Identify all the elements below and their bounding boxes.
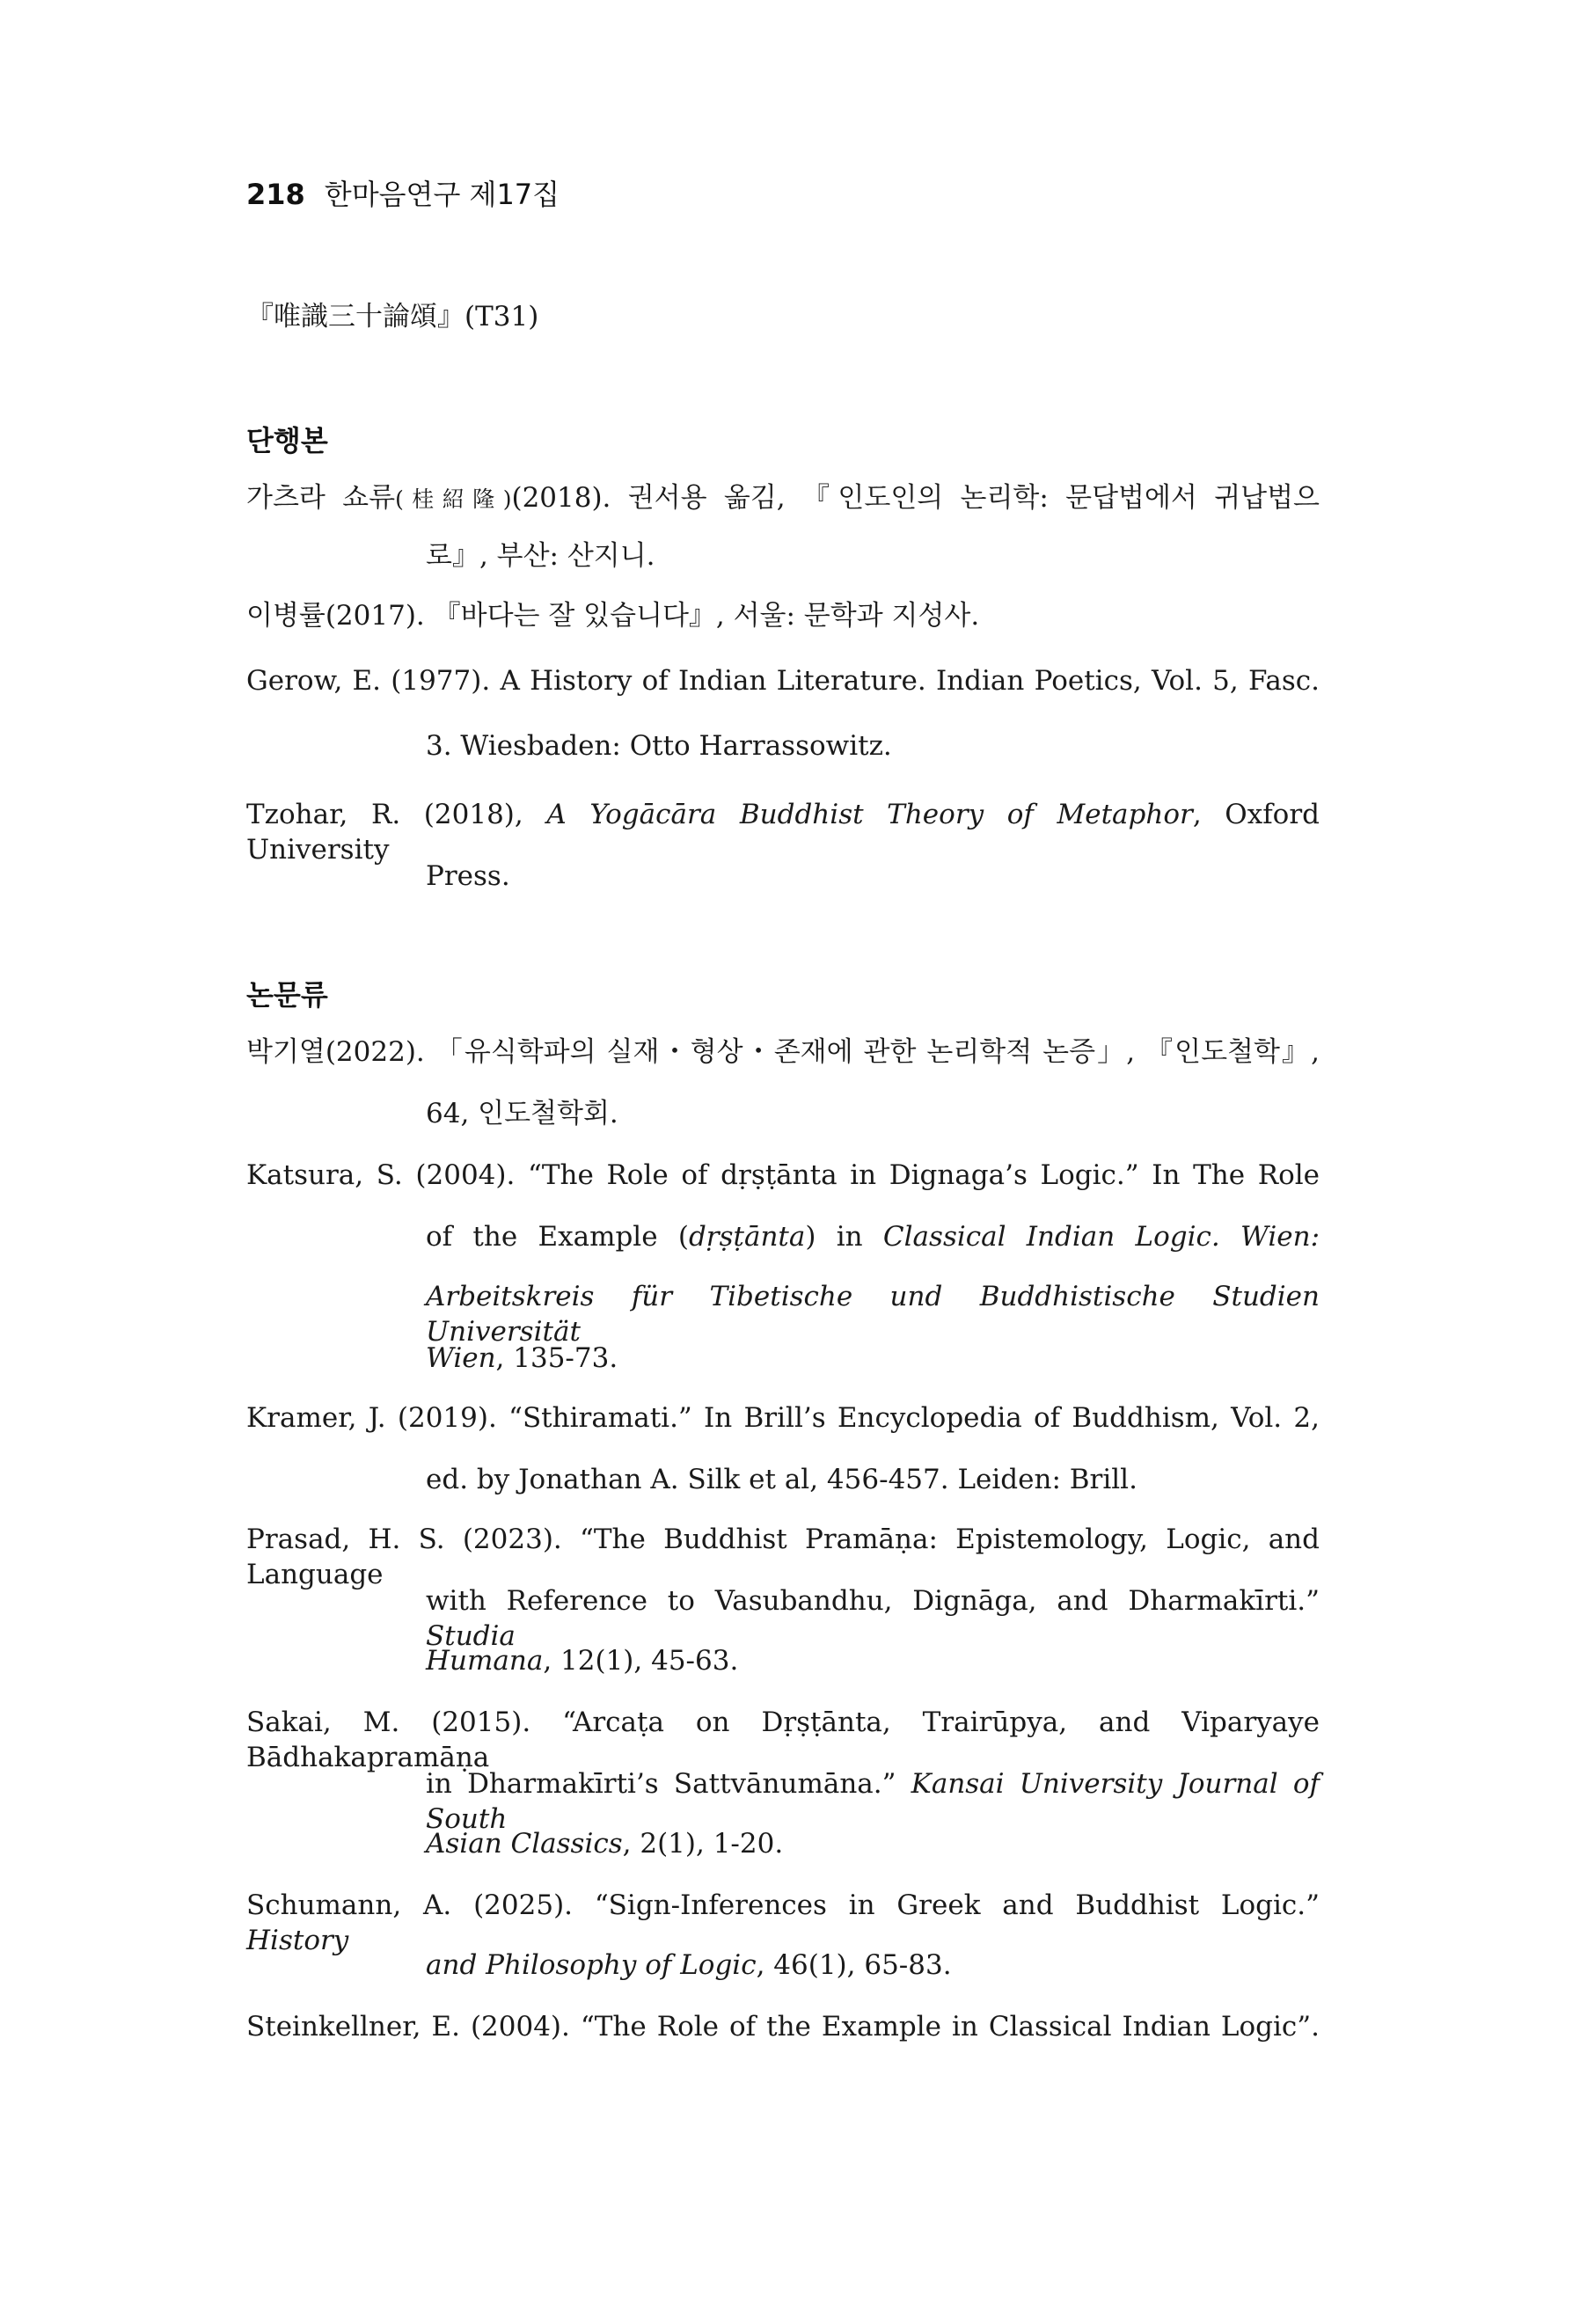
- reference-text: , 12(1), 45-63.: [543, 1645, 739, 1677]
- reference-text: 가츠라 쇼류: [246, 482, 396, 514]
- reference-continuation: 로』, 부산: 산지니.: [426, 540, 655, 572]
- reference-text: in Dharmakīrti’s Sattvānumāna.”: [426, 1768, 911, 1800]
- section-heading-articles: 논문류: [246, 978, 328, 1012]
- reference-title-italic: Studia: [426, 1620, 516, 1652]
- reference-line: Gerow, E. (1977). A History of Indian Literature. Indian Poetics, Vol. 5, Fasc.: [246, 665, 1320, 697]
- reference-entry: [246, 1158, 1320, 1193]
- reference-continuation: [426, 1643, 738, 1678]
- reference-entry: [246, 2009, 1320, 2044]
- reference-title-italic: Kansai University Journal of South: [426, 1768, 1320, 1835]
- top-citation: 『唯識三十論頌』(T31): [246, 301, 539, 333]
- reference-line: [426, 1219, 1320, 1254]
- reference-text: with Reference to Vasubandhu, Dignāga, and Dharmakīrti.”: [426, 1585, 1320, 1617]
- reference-text: of the Example (: [426, 1221, 689, 1253]
- reference-term-italic: dṛṣṭānta: [688, 1221, 806, 1253]
- reference-line: Prasad, H. S. (2023). “The Buddhist Pramāṇa: Epistemology, Logic, and Language: [246, 1524, 1320, 1590]
- reference-text: (2018). 권서용 옮김, 『인도인의 논리학: 문답법에서 귀납법으: [511, 482, 1320, 514]
- running-head: [246, 172, 560, 213]
- reference-text: Schumann, A. (2025). “Sign-Inferences in Greek and Buddhist Logic.”: [246, 1889, 1320, 1921]
- reference-continuation: ed. by Jonathan A. Silk et al, 456-457. Leiden: Brill.: [426, 1464, 1137, 1495]
- reference-entry: [246, 797, 1320, 867]
- reference-entry: [246, 663, 1320, 698]
- page-number: 218: [246, 178, 305, 211]
- reference-entry: [246, 1705, 1320, 1775]
- reference-continuation: 64, 인도철학회.: [426, 1098, 618, 1129]
- reference-line: Steinkellner, E. (2004). “The Role of the Example in Classical Indian Logic”.: [246, 2011, 1320, 2043]
- reference-text: , Oxford University: [246, 799, 1320, 866]
- reference-line: Sakai, M. (2015). “Arcaṭa on Dṛṣṭānta, Trairūpya, and Viparyaye Bādhakapramāṇa: [246, 1706, 1320, 1773]
- reference-continuation: [426, 1948, 952, 1983]
- reference-title-italic: A Yogācāra Buddhist Theory of Metaphor: [546, 799, 1193, 830]
- reference-text: , 135-73.: [495, 1342, 618, 1374]
- reference-title-italic: Arbeitskreis für Tibetische und Buddhistische Studien Universität: [426, 1281, 1320, 1348]
- reference-continuation: [426, 1826, 783, 1861]
- reference-title-italic: History: [246, 1925, 349, 1956]
- reference-continuation: [426, 1219, 1320, 1254]
- reference-title-italic: Classical Indian Logic. Wien:: [882, 1221, 1320, 1253]
- reference-text: , 2(1), 1-20.: [622, 1828, 784, 1860]
- reference-line: Kramer, J. (2019). “Sthiramati.” In Brill’s Encyclopedia of Buddhism, Vol. 2,: [246, 1402, 1320, 1434]
- reference-text-hanja: (桂紹隆): [395, 486, 512, 512]
- reference-continuation: Press.: [426, 860, 510, 892]
- reference-entry: 이병률(2017). 『바다는 잘 있습니다』, 서울: 문학과 지성사.: [246, 600, 980, 632]
- reference-text: Tzohar, R. (2018),: [246, 799, 547, 830]
- reference-line: 박기열(2022). 「유식학파의 실재・형상・존재에 관한 논리학적 논증」, 『인도철학』,: [246, 1036, 1320, 1068]
- reference-line: Katsura, S. (2004). “The Role of dṛṣṭānta in Dignaga’s Logic.” In The Role: [246, 1159, 1320, 1191]
- reference-continuation: [426, 1341, 618, 1376]
- reference-text: , 46(1), 65-83.: [756, 1949, 952, 1981]
- reference-continuation: 3. Wiesbaden: Otto Harrassowitz.: [426, 730, 892, 762]
- reference-text: ) in: [805, 1221, 883, 1253]
- reference-title-italic: Wien: [426, 1342, 496, 1374]
- reference-title-italic: Asian Classics: [426, 1828, 623, 1860]
- section-heading-monographs: 단행본: [246, 424, 328, 457]
- reference-continuation: [426, 1279, 1320, 1349]
- journal-title: 한마음연구 제17집: [324, 178, 560, 211]
- reference-line: [246, 797, 1320, 867]
- reference-entry: [246, 1400, 1320, 1436]
- reference-entry: [246, 480, 1320, 517]
- reference-entry: [246, 1034, 1320, 1070]
- reference-entry: [246, 1522, 1320, 1592]
- reference-title-italic: and Philosophy of Logic: [426, 1949, 757, 1981]
- reference-line: [246, 480, 1320, 517]
- reference-title-italic: Humana: [426, 1645, 544, 1677]
